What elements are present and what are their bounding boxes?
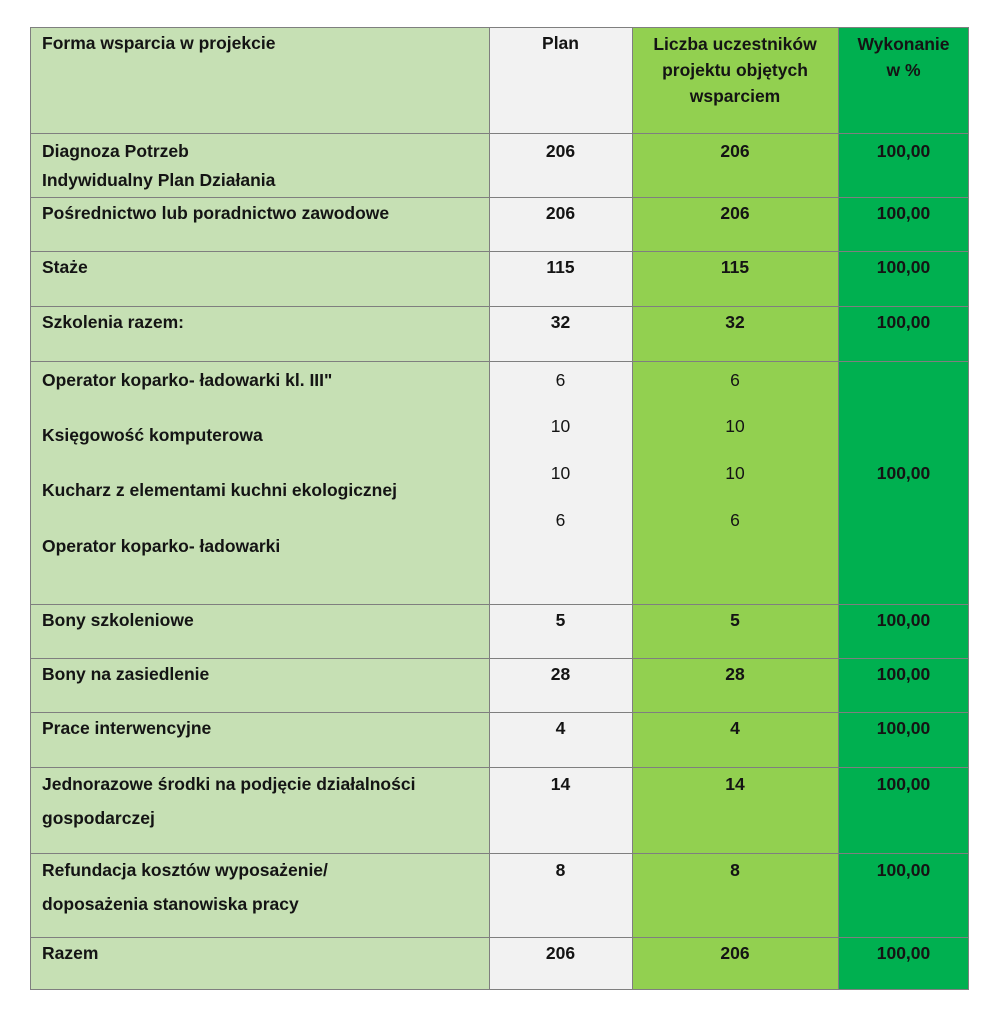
row-0-participants: 206 — [720, 141, 750, 161]
row-5-participants-cell — [632, 604, 838, 658]
row-0-name-line-2: Indywidualny Plan Działania — [42, 170, 276, 190]
grid-line-left — [30, 27, 31, 990]
row-4-plan-4: 6 — [555, 510, 566, 530]
header-form-cell — [30, 27, 489, 133]
row-4-participants-2: 10 — [725, 416, 745, 436]
grid-line-row-9 — [30, 853, 969, 854]
row-total-participants-cell — [632, 937, 838, 990]
row-5-execution-cell — [838, 604, 969, 658]
row-4-plan-cell — [489, 361, 632, 604]
row-total-name: Razem — [42, 943, 99, 963]
row-3-participants-cell — [632, 306, 838, 361]
row-8-name-line-2: gospodarczej — [42, 808, 155, 828]
row-2-participants-cell — [632, 251, 838, 306]
support-forms-table — [30, 27, 969, 990]
header-execution-line-2: w % — [886, 60, 921, 80]
row-total-form-cell — [30, 937, 489, 990]
row-4-participants-cell — [632, 361, 838, 604]
row-4-form-cell — [30, 361, 489, 604]
row-4-plan-1: 6 — [555, 370, 566, 390]
row-6-name-line-1: Bony na zasiedlenie — [42, 664, 210, 684]
row-0-execution: 100,00 — [876, 141, 931, 161]
row-9-execution-cell — [838, 853, 969, 937]
grid-line-col-3 — [838, 27, 839, 990]
grid-line-top — [30, 27, 969, 28]
header-execution-line-1: Wykonanie — [857, 34, 950, 54]
header-participants-line-3: wsparciem — [689, 86, 781, 106]
row-total-plan-cell — [489, 937, 632, 990]
row-6-participants: 28 — [725, 664, 745, 684]
row-8-execution: 100,00 — [876, 774, 931, 794]
header-plan-cell — [489, 27, 632, 133]
row-4-participants-1: 6 — [730, 370, 740, 390]
header-participants-cell — [632, 27, 838, 133]
row-0-plan-cell — [489, 133, 632, 197]
grid-line-col-2 — [632, 27, 633, 990]
row-6-execution-cell — [838, 658, 969, 712]
row-4-name-line-2: Księgowość komputerowa — [42, 425, 263, 445]
row-4-execution: 100,00 — [876, 463, 931, 483]
grid-line-row-6 — [30, 658, 969, 659]
row-total-execution-cell — [838, 937, 969, 990]
row-2-execution: 100,00 — [876, 257, 931, 277]
row-7-execution: 100,00 — [876, 718, 931, 738]
row-9-name-line-1: Refundacja kosztów wyposażenie/ — [42, 860, 328, 880]
row-0-name-line-1: Diagnoza Potrzeb — [42, 141, 189, 161]
row-9-name-line-2: doposażenia stanowiska pracy — [42, 894, 299, 914]
row-3-name-line-1: Szkolenia razem: — [42, 312, 184, 332]
grid-line-row-1 — [30, 197, 969, 198]
row-1-execution: 100,00 — [876, 203, 931, 223]
row-2-plan-cell — [489, 251, 632, 306]
row-1-name-line-1: Pośrednictwo lub poradnictwo zawodowe — [42, 203, 390, 223]
row-8-execution-cell — [838, 767, 969, 853]
row-1-plan-cell — [489, 197, 632, 251]
row-2-form-cell — [30, 251, 489, 306]
row-8-participants: 14 — [725, 774, 745, 794]
row-3-form-cell — [30, 306, 489, 361]
grid-line-row-0 — [30, 133, 969, 134]
row-6-plan: 28 — [550, 664, 571, 684]
row-5-form-cell — [30, 604, 489, 658]
grid-line-row-7 — [30, 712, 969, 713]
row-3-execution: 100,00 — [876, 312, 931, 332]
row-9-form-cell — [30, 853, 489, 937]
row-4-name-line-4: Operator koparko- ładowarki — [42, 536, 281, 556]
row-8-plan: 14 — [550, 774, 571, 794]
row-5-name-line-1: Bony szkoleniowe — [42, 610, 194, 630]
row-1-participants-cell — [632, 197, 838, 251]
grid-line-col-1 — [489, 27, 490, 990]
row-5-plan-cell — [489, 604, 632, 658]
row-5-execution: 100,00 — [876, 610, 931, 630]
row-2-name-line-1: Staże — [42, 257, 88, 277]
row-4-name-line-3: Kucharz z elementami kuchni ekologicznej — [42, 480, 397, 500]
grid-line-row-2 — [30, 251, 969, 252]
row-7-plan-cell — [489, 712, 632, 767]
row-8-participants-cell — [632, 767, 838, 853]
row-3-execution-cell — [838, 306, 969, 361]
row-8-name-line-1: Jednorazowe środki na podjęcie działalności — [42, 774, 416, 794]
row-7-form-cell — [30, 712, 489, 767]
header-participants-line-2: projektu objętych — [662, 60, 808, 80]
grid-line-row-10 — [30, 937, 969, 938]
row-5-participants: 5 — [730, 610, 740, 630]
row-2-plan: 115 — [546, 257, 575, 277]
row-1-plan: 206 — [545, 203, 576, 223]
grid-line-row-8 — [30, 767, 969, 768]
row-4-plan-2: 10 — [550, 416, 571, 436]
row-8-form-cell — [30, 767, 489, 853]
row-0-form-cell — [30, 133, 489, 197]
grid-line-row-3 — [30, 306, 969, 307]
row-4-plan-3: 10 — [550, 463, 571, 483]
row-9-participants: 8 — [730, 860, 740, 880]
grid-line-row-5 — [30, 604, 969, 605]
header-form: Forma wsparcia w projekcie — [42, 33, 276, 53]
header-plan: Plan — [542, 33, 579, 53]
row-3-participants: 32 — [725, 312, 745, 332]
row-4-name-line-1: Operator koparko- ładowarki kl. III" — [42, 370, 333, 390]
row-total-plan: 206 — [545, 943, 576, 963]
header-execution-cell — [838, 27, 969, 133]
row-4-participants-4: 6 — [730, 510, 740, 530]
row-7-execution-cell — [838, 712, 969, 767]
row-7-name-line-1: Prace interwencyjne — [42, 718, 212, 738]
row-4-participants-3: 10 — [725, 463, 745, 483]
row-7-participants: 4 — [730, 718, 740, 738]
grid-line-row-4 — [30, 361, 969, 362]
row-9-participants-cell — [632, 853, 838, 937]
row-4-execution-cell — [838, 361, 969, 604]
row-6-form-cell — [30, 658, 489, 712]
row-5-plan: 5 — [555, 610, 566, 630]
header-participants-line-1: Liczba uczestników — [653, 34, 817, 54]
row-0-participants-cell — [632, 133, 838, 197]
row-7-participants-cell — [632, 712, 838, 767]
row-3-plan-cell — [489, 306, 632, 361]
row-9-plan-cell — [489, 853, 632, 937]
grid-line-bottom — [30, 989, 969, 990]
row-6-plan-cell — [489, 658, 632, 712]
row-7-plan: 4 — [555, 718, 566, 738]
row-6-execution: 100,00 — [876, 664, 931, 684]
row-2-execution-cell — [838, 251, 969, 306]
row-0-plan: 206 — [545, 141, 576, 161]
row-2-participants: 115 — [720, 257, 750, 277]
row-total-execution: 100,00 — [876, 943, 931, 963]
row-9-execution: 100,00 — [876, 860, 931, 880]
row-0-execution-cell — [838, 133, 969, 197]
row-9-plan: 8 — [555, 860, 566, 880]
row-1-participants: 206 — [720, 203, 750, 223]
row-3-plan: 32 — [550, 312, 571, 332]
row-1-execution-cell — [838, 197, 969, 251]
grid-line-right — [968, 27, 969, 990]
row-6-participants-cell — [632, 658, 838, 712]
row-total-participants: 206 — [720, 943, 750, 963]
row-8-plan-cell — [489, 767, 632, 853]
row-1-form-cell — [30, 197, 489, 251]
